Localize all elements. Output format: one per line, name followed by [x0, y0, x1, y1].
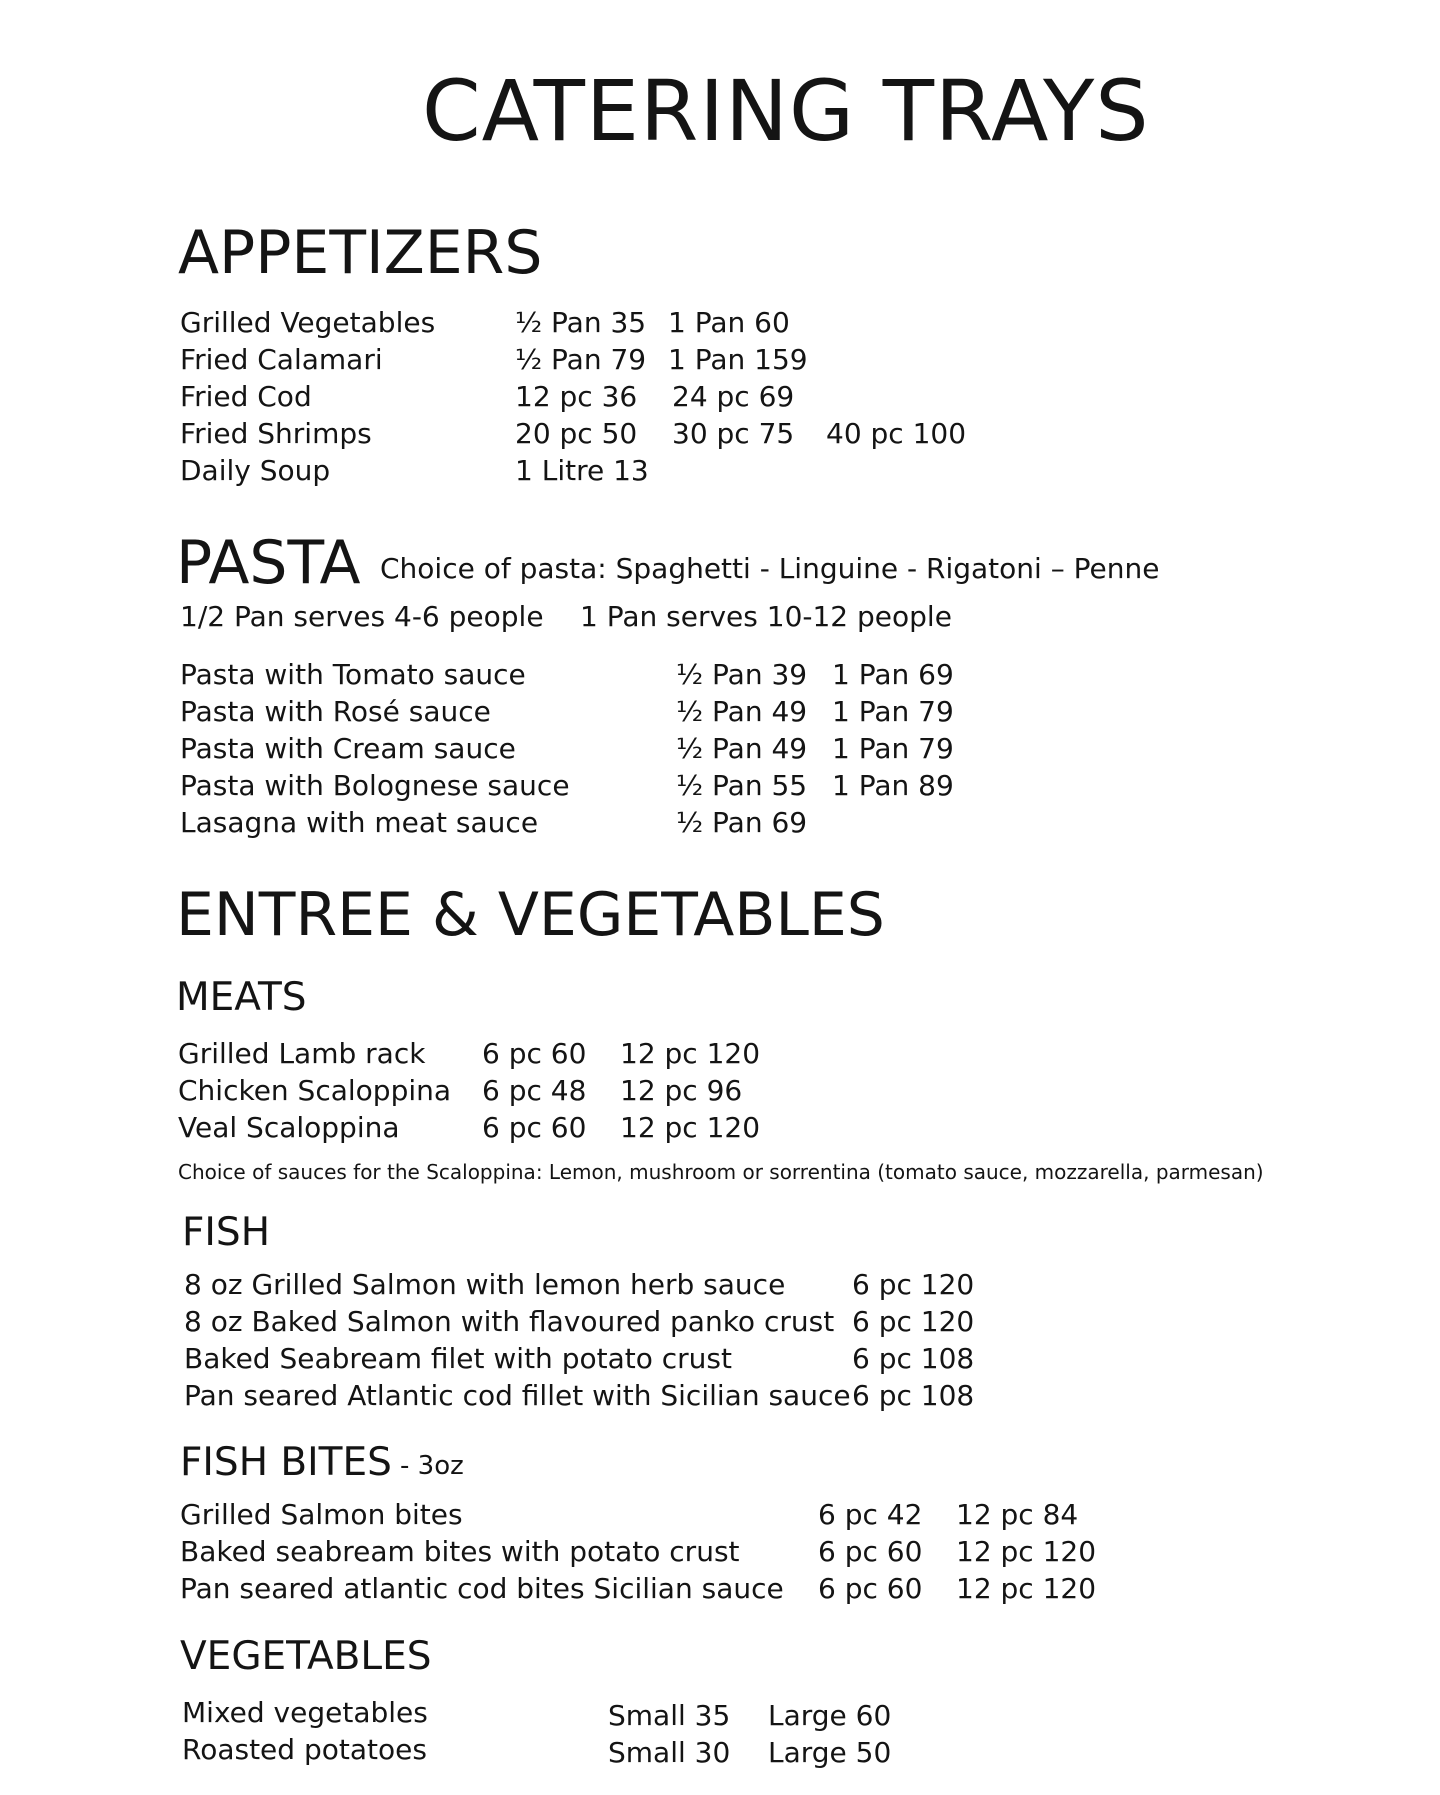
- price: 6 pc 60: [482, 1037, 587, 1070]
- price: 12 pc 120: [956, 1572, 1097, 1605]
- price: Small 35: [608, 1699, 731, 1732]
- price: 6 pc 60: [818, 1535, 923, 1568]
- list-item: Grilled Vegetables: [180, 306, 436, 339]
- price: ½ Pan 49: [676, 732, 808, 765]
- price: 6 pc 108: [852, 1342, 975, 1375]
- page-title: CATERING TRAYS: [422, 62, 1150, 160]
- price: 6 pc 108: [852, 1379, 975, 1412]
- price: 24 pc 69: [672, 380, 795, 413]
- price: 6 pc 120: [852, 1268, 975, 1301]
- list-item: 8 oz Baked Salmon with flavoured panko crust: [184, 1305, 835, 1338]
- list-item: Pasta with Tomato sauce: [180, 658, 526, 691]
- price: ½ Pan 55: [676, 769, 808, 802]
- list-item: Fried Calamari: [180, 343, 383, 376]
- price: Small 30: [608, 1736, 731, 1769]
- meats-sauce-note: Choice of sauces for the Scaloppina: Lemon, mushroom or sorrentina (tomato sauce, mozzarella, parmesan): [178, 1160, 1264, 1184]
- list-item: Lasagna with meat sauce: [180, 806, 539, 839]
- price: 12 pc 84: [956, 1498, 1079, 1531]
- price: ½ Pan 79: [515, 343, 647, 376]
- price: 1 Pan 79: [832, 732, 954, 765]
- pasta-serves-full: 1 Pan serves 10-12 people: [580, 600, 952, 633]
- fish-bites-size: - 3oz: [400, 1451, 464, 1481]
- list-item: Mixed vegetables: [182, 1696, 428, 1729]
- list-item: Grilled Lamb rack: [178, 1037, 426, 1070]
- list-item: Pan seared atlantic cod bites Sicilian sauce: [180, 1572, 784, 1605]
- vegetables-heading: VEGETABLES: [180, 1634, 432, 1679]
- list-item: Fried Shrimps: [180, 417, 372, 450]
- price: 6 pc 60: [818, 1572, 923, 1605]
- price: ½ Pan 49: [676, 695, 808, 728]
- price: 12 pc 96: [620, 1074, 743, 1107]
- appetizers-heading: APPETIZERS: [178, 218, 543, 288]
- list-item: Roasted potatoes: [182, 1733, 427, 1766]
- price: 6 pc 60: [482, 1111, 587, 1144]
- price: 12 pc 36: [515, 380, 638, 413]
- price: Large 60: [768, 1699, 892, 1732]
- price: Large 50: [768, 1736, 892, 1769]
- price: 6 pc 42: [818, 1498, 923, 1531]
- entree-heading: ENTREE & VEGETABLES: [176, 880, 885, 950]
- list-item: Veal Scaloppina: [178, 1111, 400, 1144]
- pasta-heading: PASTA: [176, 528, 361, 598]
- list-item: Baked Seabream filet with potato crust: [184, 1342, 732, 1375]
- list-item: 8 oz Grilled Salmon with lemon herb sauce: [184, 1268, 786, 1301]
- list-item: Pasta with Cream sauce: [180, 732, 516, 765]
- price: 1 Pan 69: [832, 658, 954, 691]
- list-item: Pasta with Rosé sauce: [180, 695, 491, 728]
- price: ½ Pan 39: [676, 658, 808, 691]
- price: 12 pc 120: [956, 1535, 1097, 1568]
- list-item: Fried Cod: [180, 380, 312, 413]
- list-item: Pasta with Bolognese sauce: [180, 769, 570, 802]
- price: 1 Pan 79: [832, 695, 954, 728]
- price: 1 Pan 159: [668, 343, 808, 376]
- list-item: Chicken Scaloppina: [178, 1074, 452, 1107]
- pasta-serves-half: 1/2 Pan serves 4-6 people: [180, 600, 544, 633]
- price: 6 pc 120: [852, 1305, 975, 1338]
- price: ½ Pan 69: [676, 806, 808, 839]
- price: 30 pc 75: [672, 417, 795, 450]
- price: 1 Pan 89: [832, 769, 954, 802]
- price: 6 pc 48: [482, 1074, 587, 1107]
- price: 1 Pan 60: [668, 306, 790, 339]
- list-item: Baked seabream bites with potato crust: [180, 1535, 740, 1568]
- price: 1 Litre 13: [515, 454, 649, 487]
- list-item: Pan seared Atlantic cod fillet with Sicilian sauce: [184, 1379, 851, 1412]
- list-item: Grilled Salmon bites: [180, 1498, 463, 1531]
- list-item: Daily Soup: [180, 454, 331, 487]
- price: 40 pc 100: [826, 417, 967, 450]
- price: 12 pc 120: [620, 1111, 761, 1144]
- fish-bites-heading: FISH BITES: [180, 1440, 392, 1485]
- price: 12 pc 120: [620, 1037, 761, 1070]
- meats-heading: MEATS: [176, 975, 307, 1020]
- price: ½ Pan 35: [515, 306, 647, 339]
- pasta-choice: Choice of pasta: Spaghetti - Linguine - Rigatoni – Penne: [380, 552, 1160, 585]
- price: 20 pc 50: [515, 417, 638, 450]
- fish-heading: FISH: [182, 1210, 271, 1255]
